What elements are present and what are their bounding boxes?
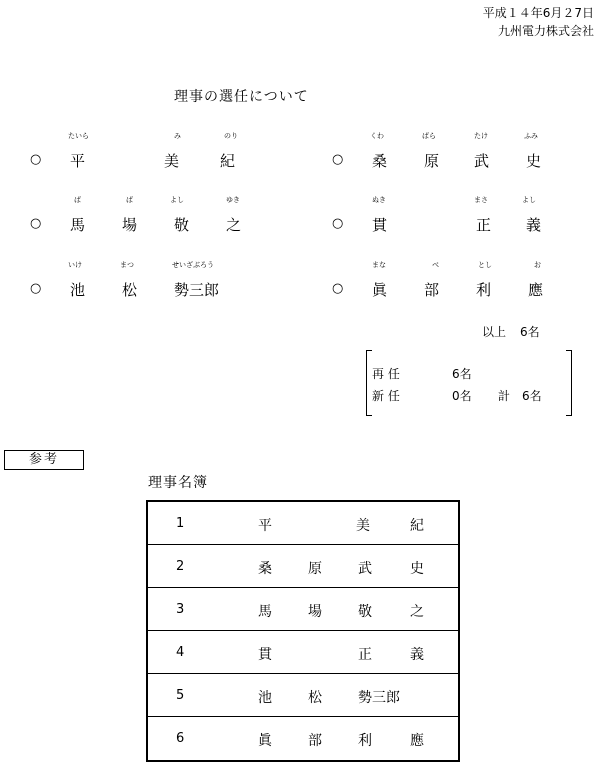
furigana: よし (170, 196, 184, 204)
name-char: 松 (308, 690, 322, 706)
furigana: ふみ (524, 132, 538, 140)
reappointed-count: 6名 (452, 367, 472, 381)
furigana: まつ (120, 261, 134, 269)
page-title: 理事の選任について (174, 89, 309, 105)
roster-title: 理事名簿 (148, 475, 208, 491)
name-char: 勢三郎 (174, 281, 220, 299)
candidate-4 (332, 195, 572, 235)
name-char: 應 (528, 281, 544, 299)
furigana: のり (224, 132, 238, 140)
name-char: 勢三郎 (358, 690, 400, 706)
furigana: くわ (370, 132, 384, 140)
name-char: 美 (356, 518, 370, 534)
table-row (148, 717, 458, 760)
name-char: 原 (424, 152, 440, 170)
name-char: 史 (410, 561, 424, 577)
new-label: 新 任 (372, 389, 400, 403)
circle-mark: ○ (332, 216, 344, 231)
candidate-5 (30, 260, 270, 300)
reference-label: 参考 (4, 450, 84, 470)
name-char: 利 (358, 733, 372, 749)
furigana: み (174, 132, 181, 140)
furigana: お (534, 261, 541, 269)
furigana: まさ (474, 196, 488, 204)
furigana: いけ (68, 261, 82, 269)
name-char: 紀 (220, 152, 236, 170)
furigana: たけ (474, 132, 488, 140)
table-row (148, 545, 458, 588)
candidate-1 (30, 131, 270, 171)
row-number: 6 (176, 731, 185, 746)
name-char: 正 (358, 647, 372, 663)
candidate-3 (30, 195, 270, 235)
furigana: とし (478, 261, 492, 269)
furigana: ばら (422, 132, 436, 140)
name-char: 利 (476, 281, 492, 299)
summary-total-count: 6名 (522, 389, 542, 403)
roster-table (146, 500, 460, 762)
name-char: 場 (308, 604, 322, 620)
name-char: 紀 (410, 518, 424, 534)
name-char: 馬 (70, 216, 86, 234)
name-char: 應 (410, 733, 424, 749)
name-char: 松 (122, 281, 138, 299)
company-name: 九州電力株式会社 (497, 24, 594, 38)
name-char: 之 (410, 604, 424, 620)
name-char: 眞 (372, 281, 388, 299)
circle-mark: ○ (30, 152, 42, 167)
name-char: 敬 (174, 216, 190, 234)
name-char: 眞 (258, 733, 272, 749)
table-row (148, 502, 458, 545)
row-number: 3 (176, 602, 185, 617)
reappointed-label: 再 任 (372, 367, 400, 381)
name-char: 史 (526, 152, 542, 170)
name-char: 之 (226, 216, 242, 234)
total-value: 6名 (520, 325, 540, 339)
name-char: 馬 (258, 604, 272, 620)
furigana: よし (522, 196, 536, 204)
furigana: ば (74, 196, 81, 204)
circle-mark: ○ (30, 281, 42, 296)
candidate-2 (332, 131, 572, 171)
total-label: 以上 (482, 325, 507, 339)
name-char: 部 (308, 733, 322, 749)
name-char: 武 (474, 152, 490, 170)
name-char: 場 (122, 216, 138, 234)
row-number: 1 (176, 516, 185, 531)
name-char: 武 (358, 561, 372, 577)
name-char: 貫 (258, 647, 272, 663)
table-row (148, 588, 458, 631)
new-row (372, 387, 542, 404)
furigana: ぬき (372, 196, 386, 204)
name-char: 敬 (358, 604, 372, 620)
total-count (482, 323, 540, 340)
table-row (148, 631, 458, 674)
name-char: 平 (70, 152, 86, 170)
circle-mark: ○ (332, 152, 344, 167)
name-char: 池 (258, 690, 272, 706)
summary-total-label: 計 (498, 389, 511, 403)
furigana: たいら (68, 132, 89, 140)
document-date: 平成１４年6月２7日 (482, 6, 594, 20)
circle-mark: ○ (30, 216, 42, 231)
name-char: 原 (308, 561, 322, 577)
furigana: ば (126, 196, 133, 204)
furigana: ゆき (226, 196, 240, 204)
name-char: 池 (70, 281, 86, 299)
furigana: せいざぶろう (172, 261, 214, 269)
name-char: 美 (164, 152, 180, 170)
candidate-6 (332, 260, 572, 300)
appointment-summary (366, 350, 572, 416)
table-row (148, 674, 458, 717)
furigana: べ (432, 261, 439, 269)
name-char: 正 (476, 216, 492, 234)
bracket-left (366, 350, 372, 416)
row-number: 2 (176, 559, 185, 574)
name-char: 部 (424, 281, 440, 299)
circle-mark: ○ (332, 281, 344, 296)
row-number: 5 (176, 688, 185, 703)
name-char: 義 (410, 647, 424, 663)
furigana: まな (372, 261, 386, 269)
row-number: 4 (176, 645, 185, 660)
bracket-right (566, 350, 572, 416)
name-char: 桑 (258, 561, 272, 577)
name-char: 桑 (372, 152, 388, 170)
name-char: 平 (258, 518, 272, 534)
name-char: 義 (526, 216, 542, 234)
reappointed-row (372, 365, 498, 382)
name-char: 貫 (372, 216, 388, 234)
new-count: 0名 (452, 389, 472, 403)
